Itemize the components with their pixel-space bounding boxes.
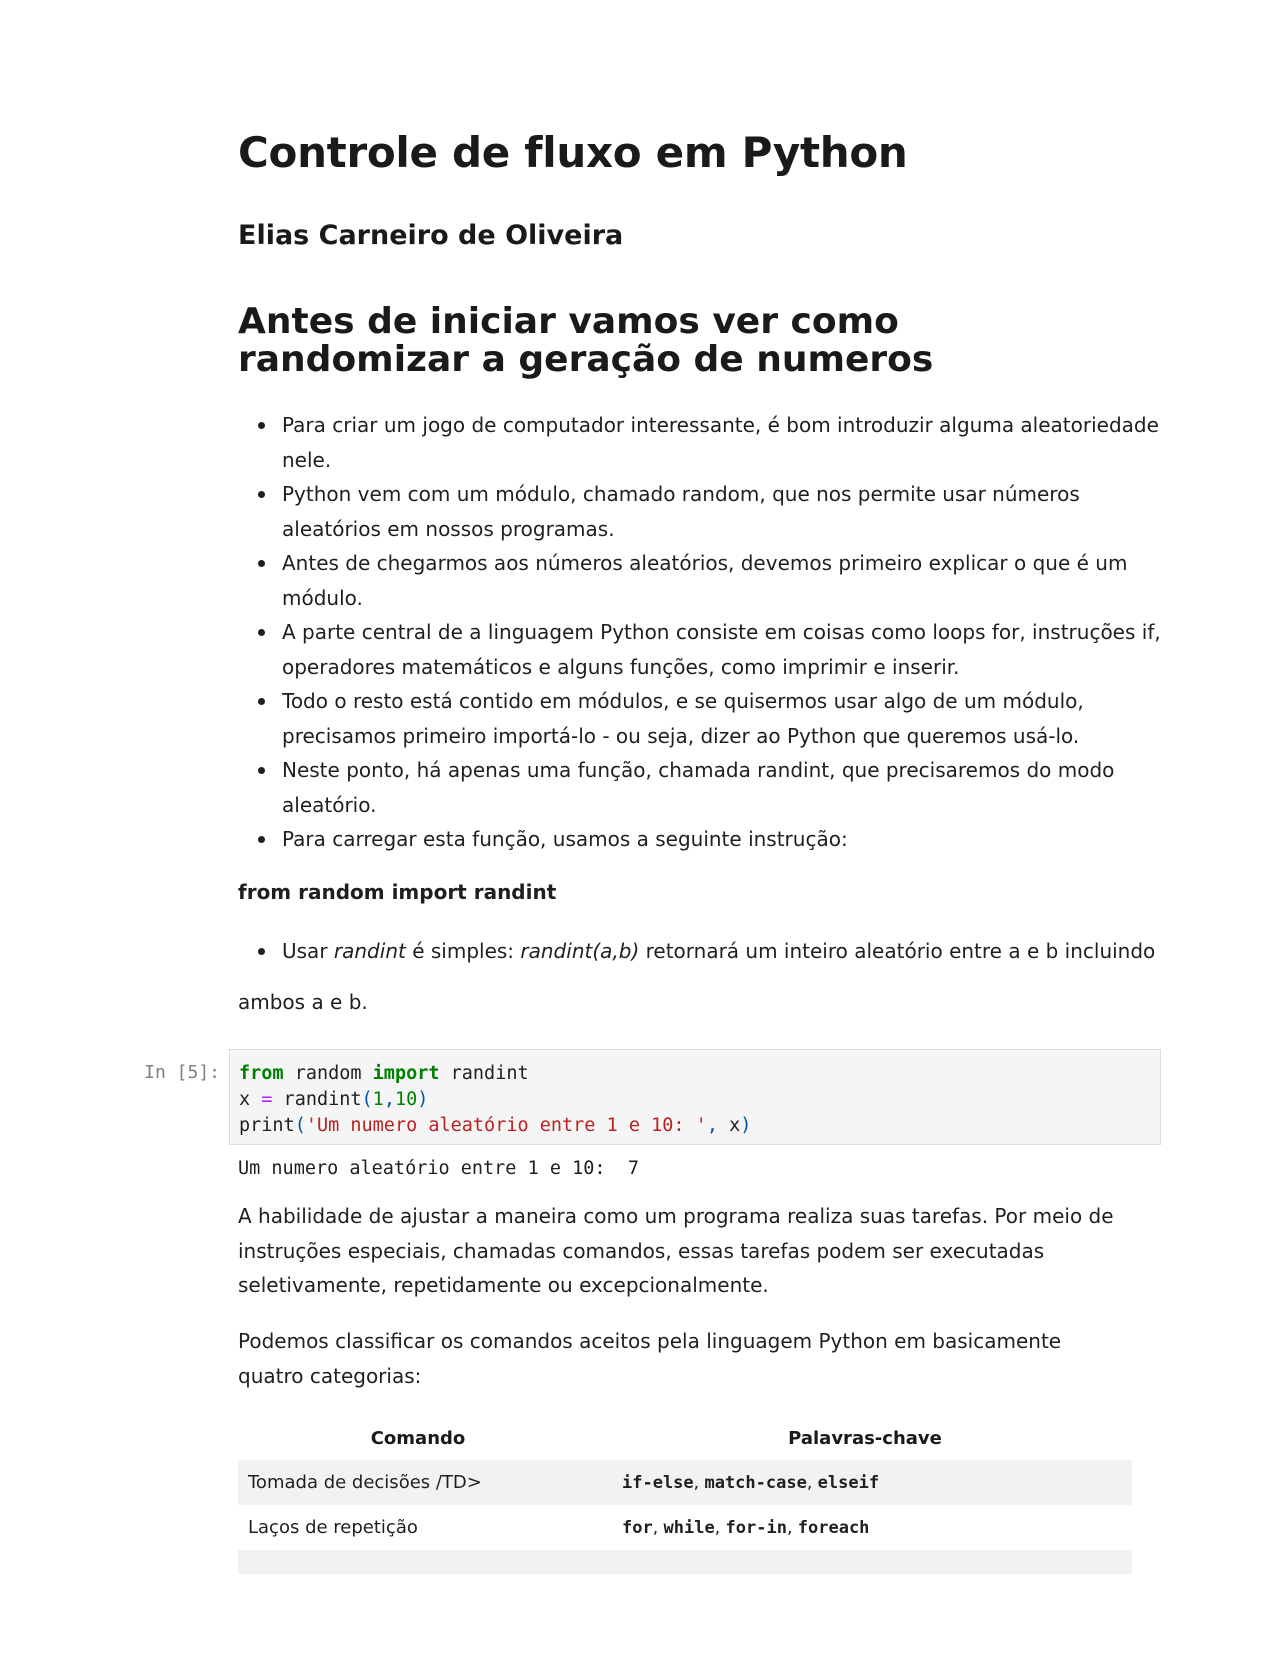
assign-operator: = xyxy=(261,1089,273,1110)
both-line-text: ambos a e b. xyxy=(238,990,368,1014)
table-cell: Tomada de decisões /TD> xyxy=(238,1460,598,1505)
section-heading: Antes de iniciar vamos ver como randomizar a geração de numeros xyxy=(238,301,934,380)
list-item: Para criar um jogo de computador interessante, é bom introduzir alguma aleatoriedade nele. xyxy=(282,408,1182,477)
list-item: Neste ponto, há apenas uma função, chamada randint, que precisaremos do modo aleatório. xyxy=(282,753,1182,822)
open-paren: ( xyxy=(294,1115,306,1136)
list-item: Todo o resto está contido em módulos, e se quisermos usar algo de um módulo, precisamos primeiro importá-lo - ou seja, dizer ao Python que queremos usá-lo. xyxy=(282,684,1182,753)
randint-middle: é simples: xyxy=(405,939,521,963)
table-header-row xyxy=(238,1416,1132,1460)
table-cell xyxy=(598,1550,1132,1574)
randint-signature: randint(a,b) xyxy=(520,939,640,963)
code-cell[interactable] xyxy=(229,1049,1161,1145)
import-statement: from random import randint xyxy=(238,880,557,904)
table-cell xyxy=(238,1550,598,1574)
table-row xyxy=(238,1460,1132,1505)
table-cell xyxy=(598,1460,1132,1505)
cell-output: Um numero aleatório entre 1 e 10: 7 xyxy=(238,1158,639,1179)
keyword-code: while xyxy=(663,1517,715,1538)
randint-prefix: Usar xyxy=(282,939,334,963)
randint-suffix: retornará um inteiro aleatório entre a e b incluindo xyxy=(639,939,1156,963)
list-item: Para carregar esta função, usamos a seguinte instrução: xyxy=(282,822,1182,857)
comma: , xyxy=(706,1115,718,1136)
comma: , xyxy=(383,1089,395,1110)
separator: , xyxy=(806,1472,818,1493)
separator: , xyxy=(693,1472,705,1493)
variable-x: x xyxy=(239,1089,262,1110)
close-paren: ) xyxy=(740,1115,752,1136)
randint-term: randint xyxy=(333,939,406,963)
table-row xyxy=(238,1505,1132,1550)
separator: , xyxy=(786,1517,798,1538)
number-arg: 1 xyxy=(372,1089,384,1110)
column-header: Comando xyxy=(370,1427,466,1449)
variable-x: x xyxy=(717,1115,741,1136)
number-arg: 10 xyxy=(394,1089,418,1110)
randint-bullet-list xyxy=(238,934,1182,969)
print-call: print xyxy=(239,1115,295,1136)
string-literal: 'Um numero aleatório entre 1 e 10: ' xyxy=(305,1115,707,1136)
open-paren: ( xyxy=(361,1089,373,1110)
keyword-code: if-else xyxy=(622,1472,694,1493)
paragraph-text: A habilidade de ajustar a maneira como um programa realiza suas tarefas. Por meio de instruções especiais, chamadas comandos, essas tarefas podem ser executadas seletivamente, repetidamente ou excepcionalmente. xyxy=(238,1204,1114,1297)
keyword-import: import xyxy=(372,1063,440,1084)
intro-bullet-list xyxy=(238,408,1182,857)
author-name: Elias Carneiro de Oliveira xyxy=(238,220,624,251)
paragraph-text: Podemos classificar os comandos aceitos pela linguagem Python em basicamente quatro categorias: xyxy=(238,1329,1062,1388)
code-line-3 xyxy=(239,1113,1151,1139)
module-name: random xyxy=(283,1063,373,1084)
keyword-from: from xyxy=(239,1063,284,1084)
table-row xyxy=(238,1550,1132,1574)
keyword-code: foreach xyxy=(797,1517,870,1538)
table-cell: Laços de repetição xyxy=(238,1505,598,1550)
randint-call: randint xyxy=(272,1089,362,1110)
keyword-code: match-case xyxy=(704,1472,807,1493)
keyword-code: elseif xyxy=(817,1472,880,1493)
imported-name: randint xyxy=(439,1063,529,1084)
keyword-code: for xyxy=(622,1517,653,1538)
list-item xyxy=(282,934,1182,969)
list-item: A parte central de a linguagem Python consiste em coisas como loops for, instruções if, operadores matemáticos e alguns funções, como imprimir e inserir. xyxy=(282,615,1182,684)
cell-prompt: In [5]: xyxy=(144,1062,220,1083)
code-line-2 xyxy=(239,1087,1151,1113)
close-paren: ) xyxy=(417,1089,429,1110)
separator: , xyxy=(652,1517,664,1538)
page-title: Controle de fluxo em Python xyxy=(238,128,908,177)
code-line-1 xyxy=(239,1061,1151,1087)
list-item: Antes de chegarmos aos números aleatórios, devemos primeiro explicar o que é um módulo. xyxy=(282,546,1182,615)
table-cell xyxy=(598,1505,1132,1550)
list-item: Python vem com um módulo, chamado random, que nos permite usar números aleatórios em nossos programas. xyxy=(282,477,1182,546)
column-header: Palavras-chave xyxy=(788,1427,942,1449)
commands-table xyxy=(238,1416,1132,1574)
keyword-code: for-in xyxy=(725,1517,787,1538)
separator: , xyxy=(714,1517,726,1538)
